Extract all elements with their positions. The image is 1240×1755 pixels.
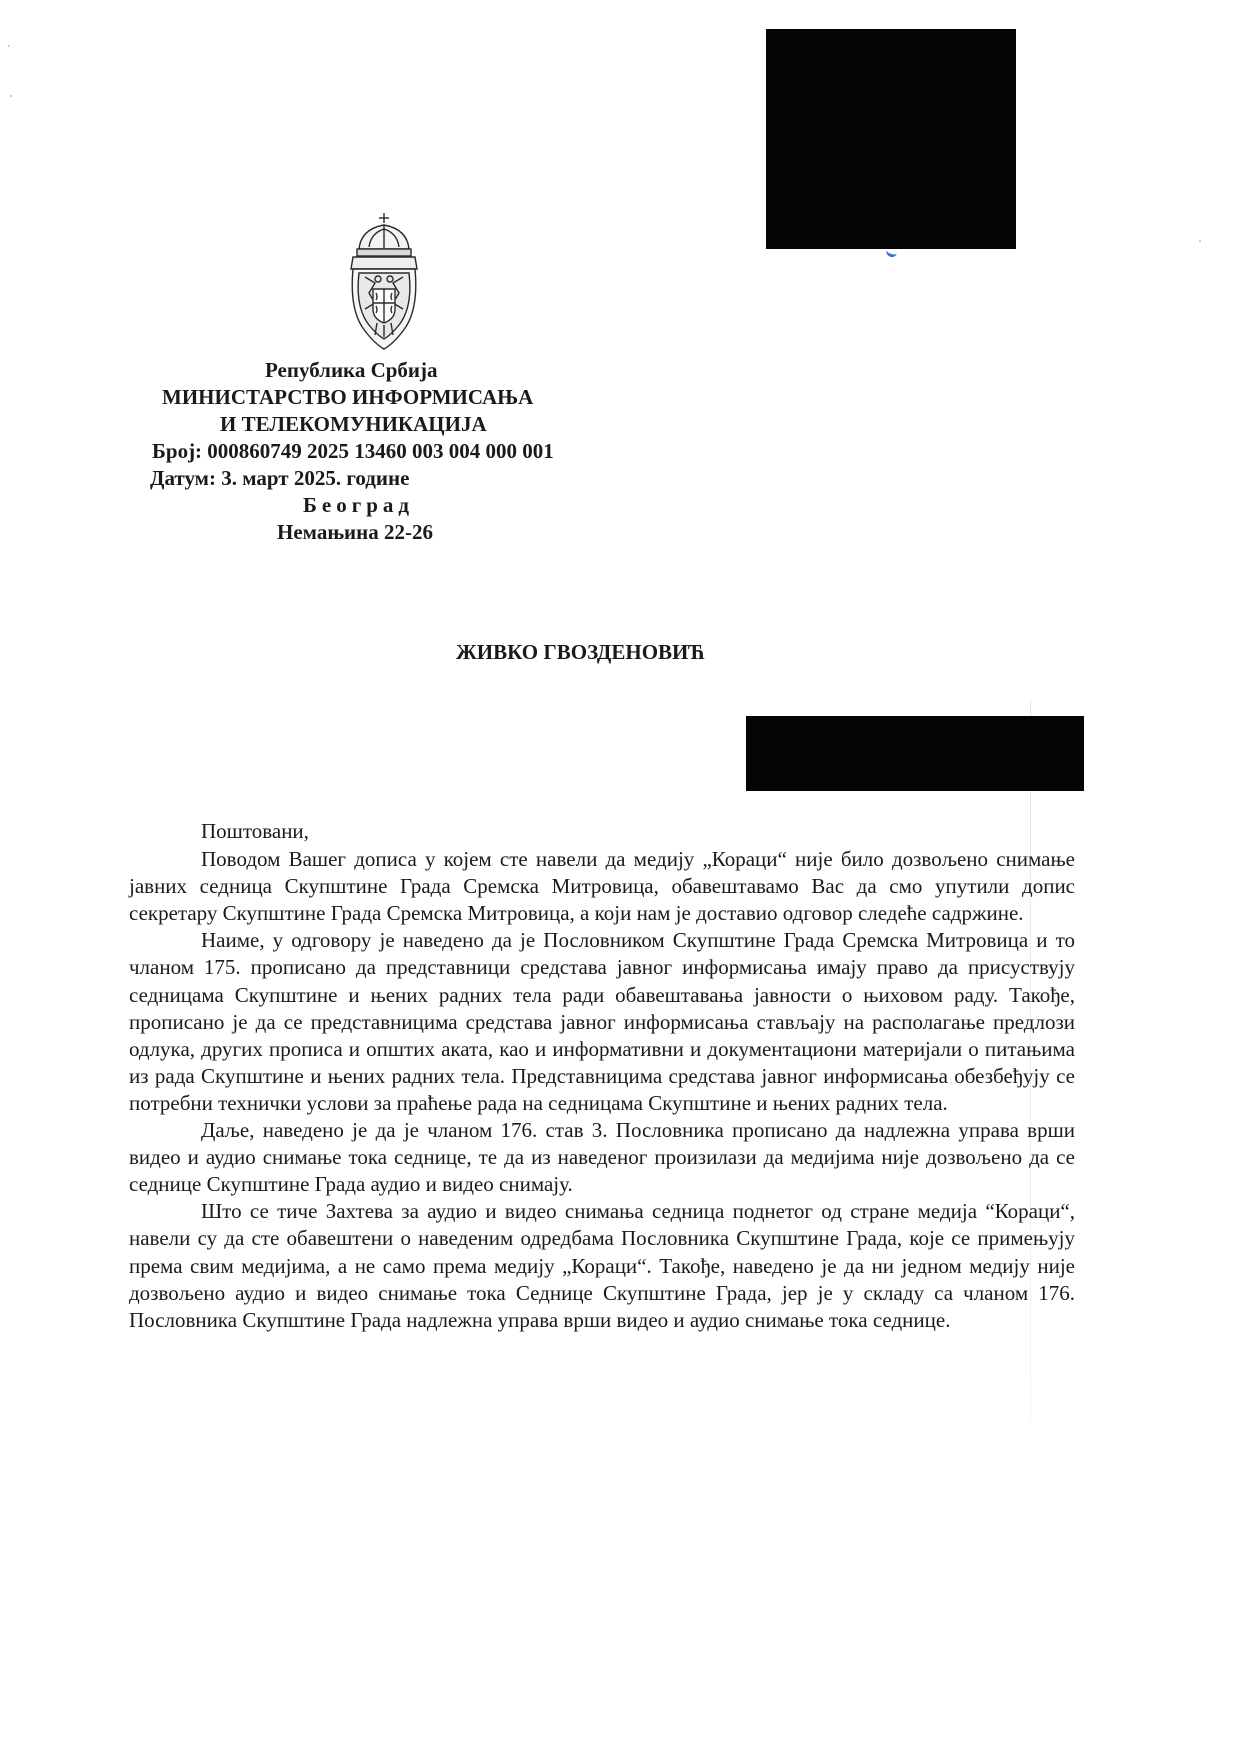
letterhead-ministry-line1: МИНИСТАРСТВО ИНФОРМИСАЊА [162,385,534,409]
letterhead-ministry-line2: И ТЕЛЕКОМУНИКАЦИЈА [220,412,487,436]
scan-speck [8,45,10,47]
body-paragraph: Поводом Вашег дописа у којем сте навели да медију „Кораци“ није било дозвољено снимање јавних седница Скупштине Града Сремска Митровица, обавештавамо Вас да смо упутили допис секретару Скупштине Града Сремска Митровица, а који нам је доставио одговор следеће садржине. [129,847,1075,926]
scan-speck [1199,240,1201,242]
scan-speck [10,95,12,97]
letterhead [120,357,640,546]
letterhead-republic: Република Србија [265,358,438,382]
redacted-address-block [746,716,1084,791]
recipient-name: ЖИВКО ГВОЗДЕНОВИЋ [456,640,706,664]
letter-body [129,818,1075,1334]
document-address: Немањина 22-26 [277,520,433,544]
body-paragraph: Што се тиче Захтева за аудио и видео снимања седница поднетог од стране медија “Кораци“, навели су да сте обавештени о наведеним одредбама Пословника Скупштине Града, које се примењују према свим медијима, а не само према медију „Кораци“. Такође, наведено је да ни једном медију није дозвољено аудио и видео снимање тока Седнице Скупштине Града, јер је у складу са чланом 176. Пословника Скупштине Града надлежна управа врши видео и аудио снимање тока седнице. [129,1199,1075,1332]
document-date: Датум: 3. март 2025. године [150,466,410,490]
greeting: Поштовани, [201,819,309,843]
redacted-block-top [766,29,1016,249]
document-city: Београд [303,493,415,517]
document-number: Број: 000860749 2025 13460 003 004 000 001 [152,439,554,463]
body-paragraph: Наиме, у одговору је наведено да је Пословником Скупштине Града Сремска Митровица и то чланом 175. прописано да представници средстава јавног информисања имају право да присуствују седницама Скупштине и њених радних тела ради обавештавања јавности о њиховом раду. Такође, прописано је да се представницима средстава јавног информисања стављају на располагање предлози одлука, других прописа и општих аката, као и информативни и документациони материјали о питањима из рада Скупштине и њених радних тела. Представницима средстава јавног информисања обезбеђују се потребни технички услови за праћење рада на седницама Скупштине и њених радних тела. [129,928,1075,1115]
body-paragraph: Даље, наведено је да је чланом 176. став 3. Пословника прописано да надлежна управа врши видео и аудио снимање тока седнице, те да из наведеног произилази да медијима није дозвољено да се седнице Скупштине Града аудио и видео снимају. [129,1118,1075,1197]
serbian-coat-of-arms-icon [345,211,423,353]
ink-mark [885,247,898,259]
